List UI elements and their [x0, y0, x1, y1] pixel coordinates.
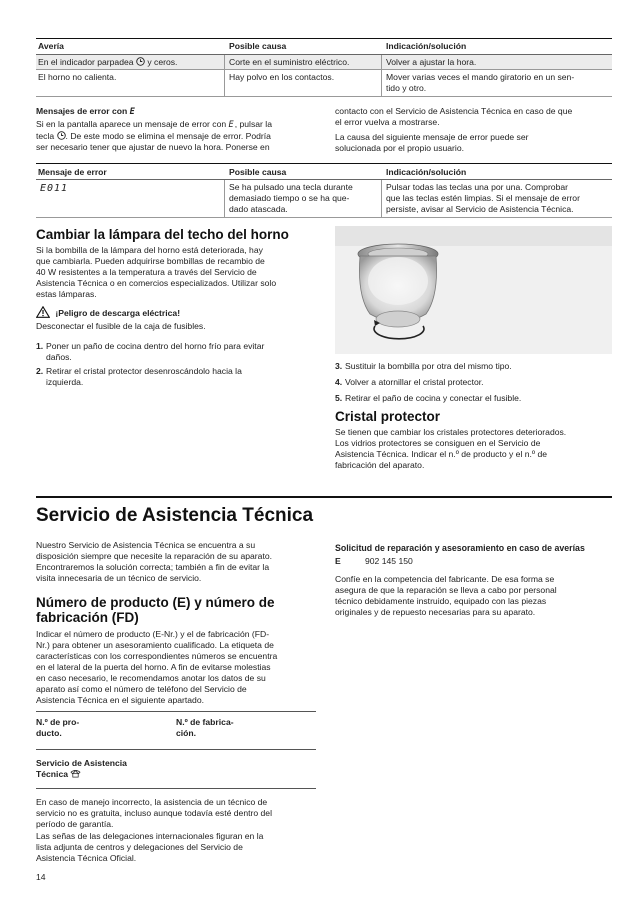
request-heading: Solicitud de reparación y asesoramiento en caso de averías [335, 543, 585, 553]
list-item: 2. Retirar el cristal protector desenroscándolo hacia la izquierda. [36, 366, 242, 387]
service-heading: Servicio de Asistencia Técnica [36, 505, 314, 526]
error-heading: Mensajes de error con E [36, 106, 136, 117]
col-header-solucion: Indicación/solución [386, 167, 467, 177]
table-cell: Volver a ajustar la hora. [386, 57, 477, 67]
table-cell: Hay polvo en los contactos. [229, 72, 335, 82]
product-heading: Número de producto (E) y número de fabricación (FD) [36, 595, 275, 625]
table-cell: Se ha pulsado una tecla durante demasiado tiempo o se ha que- dado atascada. [229, 182, 353, 214]
list-item: 1. Poner un paño de cocina dentro del horno frío para evitar daños. [36, 341, 265, 362]
cristal-text: Se tienen que cambiar los cristales protectores deteriorados. Los vidrios protectores se consiguen en el Servicio de Asistencia Técnica. Indicar el n.º de producto y el n.º de fabricación del aparato. [335, 427, 567, 470]
col-header-averia: Avería [38, 41, 64, 51]
after-form-text-1: En caso de manejo incorrecto, la asistencia de un técnico de servicio no es gratuita, incluso aunque todavía esté dentro del período de garantía. [36, 797, 273, 829]
product-text: Indicar el número de producto (E-Nr.) y el de fabricación (FD- Nr.) para obtener un asesoramiento cualificado. La etiqueta de características con los correspondientes números se encuentra en el lateral de la puerta del horno. A fin de evitarse molestias en caso necesario, le recomendamos anotar los datos de su aparato así como el número de teléfono del Servicio de Asistencia Técnica en el siguiente apartado. [36, 629, 278, 705]
table-cell: En el indicador parpadea y ceros. [38, 57, 178, 67]
service-phone-field[interactable]: Servicio de Asistencia Técnica [36, 758, 127, 779]
table-cell: Mover varias veces el mando giratorio en un sen- tido y otro. [386, 72, 575, 93]
steps-right [335, 361, 615, 404]
lamp-cover-image [335, 226, 612, 354]
list-item: 3. Sustituir la bombilla por otra del mismo tipo. [335, 361, 512, 371]
error-right-paragraph: contacto con el Servicio de Asistencia Técnica en caso de que el error vuelva a mostrarse. La causa del siguiente mensaje de error puede ser solucionada por el propio usuario. [335, 106, 573, 153]
table-cell: El horno no calienta. [38, 72, 117, 82]
col-header-causa: Posible causa [229, 41, 287, 51]
error-left-paragraph: Si en la pantalla aparece un mensaje de error con E, pulsar la tecla . De este modo se elimina el mensaje de error. Podría ser necesario tener que ajustar de nuevo la hora. Ponerse en [36, 119, 272, 152]
error-code: E011 [40, 183, 69, 194]
warning-text: Desconectar el fusible de la caja de fusibles. [36, 321, 206, 331]
section-divider [36, 496, 612, 498]
page-number: 14 [36, 872, 46, 882]
lamp-illustration [335, 226, 612, 354]
clock-icon [57, 131, 66, 140]
list-item: 5. Retirar el paño de cocina y conectar el fusible. [335, 393, 522, 403]
col-header-causa: Posible causa [229, 167, 287, 177]
warning-title: ¡Peligro de descarga eléctrica! [36, 306, 180, 319]
steps-left [36, 341, 326, 388]
lamp-heading: Cambiar la lámpara del techo del horno [36, 227, 289, 242]
table-cell: Pulsar todas las teclas una por una. Comprobar que las teclas estén limpias. Si el mensaje de error persiste, avisar al Servicio de Asistencia Técnica. [386, 182, 580, 214]
service-intro: Nuestro Servicio de Asistencia Técnica se encuentra a su disposición siempre que necesite la reparación de su aparato. Encontraremos la solución correcta; también a fin de evitar la visita innecesaria de un técnico de servicio. [36, 540, 272, 583]
lamp-intro: Si la bombilla de la lámpara del horno está deteriorada, hay que cambiarla. Pueden adquirirse bombillas de recambio de 40 W resistentes a la temperatura a través del Servicio de Asistencia Técnica o en comercios especializados. Utilizar solo estas lámparas. [36, 245, 277, 299]
after-form-text-2: Las señas de las delegaciones internacionales figuran en la lista adjunta de centros y delegaciones del Servicio de Asistencia Técnica Oficial. [36, 831, 264, 863]
request-country: E [335, 556, 341, 566]
warning-icon [36, 306, 50, 318]
col-header-mensaje: Mensaje de error [38, 167, 107, 177]
clock-icon [136, 57, 145, 66]
table-cell: Corte en el suministro eléctrico. [229, 57, 350, 67]
fabrication-number-field[interactable]: N.º de fabrica- ción. [176, 717, 234, 738]
product-number-field[interactable]: N.º de pro- ducto. [36, 717, 80, 738]
list-item: 4. Volver a atornillar el cristal protector. [335, 377, 484, 387]
phone-icon [70, 769, 81, 778]
col-header-solucion: Indicación/solución [386, 41, 467, 51]
cristal-heading: Cristal protector [335, 409, 441, 424]
request-phone: 902 145 150 [365, 556, 413, 566]
trust-text: Confíe en la competencia del fabricante. De esa forma se asegura de que la reparación se lleva a cabo por personal técnico debidamente instruido, equipado con las piezas originales y de repuesto necesarias para su aparato. [335, 574, 557, 617]
